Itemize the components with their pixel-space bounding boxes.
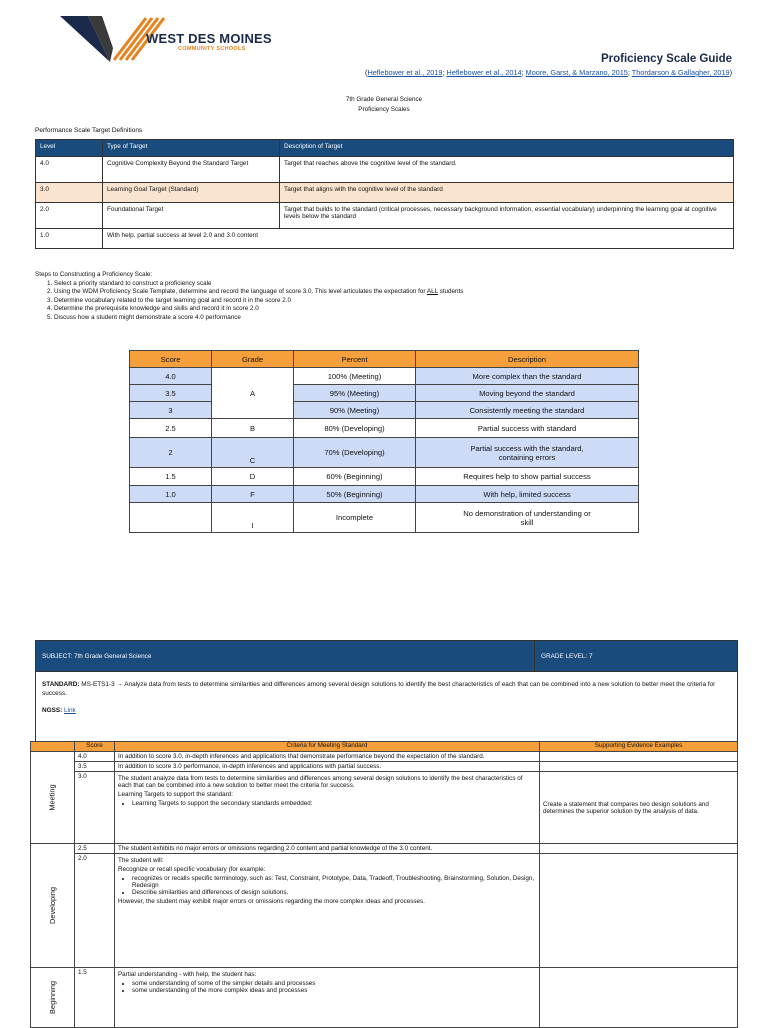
table-row [31,762,738,772]
description-cell: Target that builds to the standard (critical processes, necessary background information, essential vocabulary) underpinning the learning goal at cognitive levels below the standard [280,203,734,229]
description-cell: Partial success with the standard, containing errors [416,438,639,468]
criteria-cell: The student will: Recognize or recall specific vocabulary (for example: • recognizes or recalls specific terminology, such as: Test, Constraint, Prototype, Data, Tradeoff, Troubleshooting, Brainstorming, Solution, Design, Redesign • Describe similarities and differences of design solutions. However, the student may exhibit major errors or omissions regarding the more complex ideas and processes. [114,854,539,968]
criteria-cell: The student analyze data from tests to determine similarities and differences among several design solutions to identify the best characteristics of each that can be combined into a new solution to better meet the criteria for success. Learning Targets to support the standard: • Learning Targets to support the secondary standards embedded: [114,772,539,844]
column-header: Grade [212,351,294,368]
evidence-cell [539,752,737,762]
subject-label: SUBJECT: 7th Grade General Science [36,641,535,672]
criteria-cell: In addition to score 3.0, in-depth inferences and applications that demonstrate performance beyond the expectation of the standard. [114,752,539,762]
column-header: Score [130,351,212,368]
table-row [31,752,738,762]
description-cell: Target that reaches above the cognitive level of the standard. [280,157,734,183]
score-cell [130,503,212,533]
level-cell: 3.0 [36,183,103,203]
list-item: 2. Using the WDM Proficiency Scale Template, determine and record the language of score 3.0. This level articulates the expectation for ALL students [54,288,463,297]
percent-cell: 100% (Meeting) [294,368,416,385]
criteria-cell: In addition to score 3.0 performance, in-depth inferences and applications with partial success. [114,762,539,772]
table-row [36,183,734,203]
citations: (Heflebower et al., 2019; Heflebower et al., 2014; Moore, Garst, & Marzano, 2015; Thordarson & Gallagher, 2019) [365,68,732,77]
score-cell: 3.0 [74,772,114,844]
table-row [31,772,738,844]
target-definitions-table [35,139,734,249]
grade-cell: A [212,368,294,419]
score-cell: 3.5 [74,762,114,772]
table-row [31,854,738,968]
grade-cell: B [212,419,294,438]
table-row [130,368,639,385]
type-cell: Cognitive Complexity Beyond the Standard Target [103,157,280,183]
column-header: Supporting Evidence Examples [539,742,737,752]
criteria-cell: Partial understanding - with help, the student has: • some understanding of some of the simpler details and processes • some understanding of the more complex ideas and processes [114,968,539,1028]
target-definitions-caption: Performance Scale Target Definitions [35,127,143,134]
table-row [130,438,639,468]
description-cell: Consistently meeting the standard [416,402,639,419]
score-cell: 4.0 [130,368,212,385]
category-beginning: Beginning [31,968,75,1028]
ngss-link[interactable]: Link [64,707,76,714]
category-developing: Developing [31,844,75,968]
logo-title: WEST DES MOINES [146,31,272,46]
table-row [130,486,639,503]
citation-link[interactable]: Thordarson & Gallagher, 2019 [631,68,730,77]
course-title: 7th Grade General Science [345,96,423,103]
description-cell: Partial success with standard [416,419,639,438]
score-cell: 3.5 [130,385,212,402]
grade-cell: I [212,503,294,533]
list-item: 1. Select a priority standard to construct a proficiency scale [54,280,463,289]
score-cell: 3 [130,402,212,419]
proficiency-scale-table [30,741,738,1028]
column-header: Criteria for Meeting Standard [114,742,539,752]
score-cell: 4.0 [74,752,114,762]
table-row [31,844,738,854]
grade-cell: F [212,486,294,503]
description-cell: No demonstration of understanding or skill [416,503,639,533]
table-row [130,402,639,419]
table-row [36,203,734,229]
score-cell: 2 [130,438,212,468]
steps-list [35,271,463,323]
description-cell: More complex than the standard [416,368,639,385]
description-cell: Target that aligns with the cognitive level of the standard [280,183,734,203]
percent-cell: 80% (Developing) [294,419,416,438]
list-item: 4. Determine the prerequisite knowledge and skills and record it in score 2.0 [54,305,463,314]
percent-cell: 90% (Meeting) [294,402,416,419]
description-cell: Requires help to show partial success [416,468,639,486]
evidence-cell [539,854,737,968]
percent-cell: 70% (Developing) [294,438,416,468]
percent-cell: 95% (Meeting) [294,385,416,402]
column-header: Description [416,351,639,368]
table-row [130,419,639,438]
evidence-cell [539,844,737,854]
logo-subtitle: COMMUNITY SCHOOLS [178,46,246,52]
evidence-cell [539,968,737,1028]
score-cell: 2.5 [74,844,114,854]
grade-cell: C [212,438,294,468]
standard-cell: STANDARD: MS-ETS1-3 → Analyze data from tests to determine similarities and differences among several design solutions to identify the best characteristics of each that can be combined into a new solution to better meet the criteria for success. NGSS: Link [36,672,738,747]
citation-link[interactable]: Heflebower et al., 2014 [446,68,522,77]
citation-link[interactable]: Moore, Garst, & Marzano, 2015 [525,68,628,77]
citation-link[interactable]: Heflebower et al., 2019 [367,68,443,77]
criteria-cell: The student exhibits no major errors or omissions regarding 2.0 content and partial knowledge of the 3.0 content. [114,844,539,854]
percent-cell: 50% (Beginning) [294,486,416,503]
grade-cell: D [212,468,294,486]
table-row [31,968,738,1028]
percent-cell: 60% (Beginning) [294,468,416,486]
table-row [130,385,639,402]
steps-title: Steps to Constructing a Proficiency Scale: [35,271,153,278]
column-header: Percent [294,351,416,368]
evidence-cell: Create a statement that compares two design solutions and determines the superior solution by the analysis of data. [539,772,737,844]
description-cell: With help, partial success at level 2.0 and 3.0 content [103,229,734,249]
subject-table [35,640,738,747]
table-row [130,468,639,486]
grade-level-label: GRADE LEVEL: 7 [535,641,738,672]
column-header [31,742,75,752]
level-cell: 2.0 [36,203,103,229]
description-cell: Moving beyond the standard [416,385,639,402]
category-meeting: Meeting [31,752,75,844]
list-item: 5. Discuss how a student might demonstrate a score 4.0 performance [54,314,463,323]
score-cell: 2.5 [130,419,212,438]
type-cell: Learning Goal Target (Standard) [103,183,280,203]
type-cell: Foundational Target [103,203,280,229]
score-cell: 2.0 [74,854,114,968]
page-title: Proficiency Scale Guide [600,53,732,65]
column-header: Description of Target [280,140,734,157]
percent-cell: Incomplete [294,503,416,533]
score-cell: 1.5 [74,968,114,1028]
table-row [130,503,639,533]
score-cell: 1.0 [130,486,212,503]
table-row [36,157,734,183]
column-header: Score [74,742,114,752]
description-cell: With help, limited success [416,486,639,503]
column-header: Level [36,140,103,157]
table-row [36,229,734,249]
score-cell: 1.5 [130,468,212,486]
evidence-cell [539,762,737,772]
column-header: Type of Target [103,140,280,157]
level-cell: 1.0 [36,229,103,249]
level-cell: 4.0 [36,157,103,183]
grade-conversion-table [129,350,639,533]
list-item: 3. Determine vocabulary related to the target learning goal and record it in the score 2.0 [54,297,463,306]
course-subtitle: Proficiency Scales [358,106,410,113]
